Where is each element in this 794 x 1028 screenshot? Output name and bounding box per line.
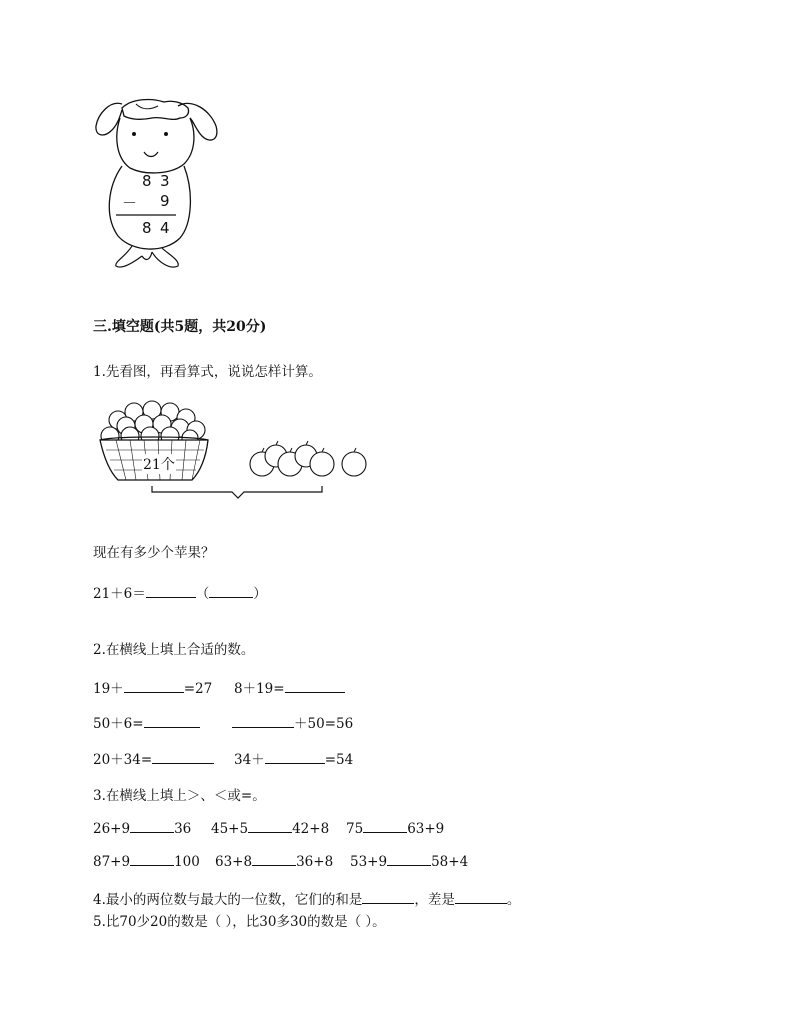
q2-prompt: 2.在横线上填上合适的数。 — [93, 642, 255, 658]
q3-r2-c3-left: 53+9 — [350, 854, 388, 870]
q2-r3-left-blank[interactable] — [152, 751, 214, 764]
q2-r2-right-blank[interactable] — [232, 715, 294, 728]
q3-r2-c3-blank[interactable] — [387, 853, 431, 866]
q3-r1-c3-left: 75 — [346, 821, 364, 837]
q1-prompt: 1.先看图，再看算式，说说怎样计算。 — [93, 364, 322, 380]
q2-row-3-right — [234, 748, 353, 768]
apple-figure — [96, 398, 376, 502]
dog-digit-tens-1: 8 — [142, 172, 152, 190]
dog-digit-tens-3: 8 — [142, 219, 152, 237]
section-title: 三.填空题(共5题，共20分) — [93, 319, 267, 335]
q3-r1-c1-right: 36 — [174, 821, 192, 837]
q3-row-2-mid — [215, 853, 333, 870]
dog-figure — [92, 96, 222, 274]
q2-r1-right-text: 8＋19= — [234, 681, 285, 697]
q1-equation: 21＋6＝ — [93, 586, 146, 602]
q4-text-3: 。 — [506, 892, 521, 908]
q2-r3-right-blank[interactable] — [265, 751, 325, 764]
dog-drawing — [92, 96, 222, 274]
dog-digit-ones-2: 9 — [160, 192, 170, 210]
q3-row-1 — [93, 820, 191, 837]
q2-r1-left-blank[interactable] — [124, 680, 184, 693]
q2-row-2 — [93, 712, 200, 732]
q2-r1-right-blank[interactable] — [285, 680, 345, 693]
q3-r2-c1-blank[interactable] — [130, 853, 174, 866]
q3-r2-c2-right: 36+8 — [296, 854, 334, 870]
dog-digit-ones-3: 4 — [160, 219, 170, 237]
q2-r3-right-text: 34＋ — [234, 752, 265, 768]
q3-r1-c2-right: 42+8 — [292, 821, 330, 837]
q4-diff-blank[interactable] — [455, 891, 507, 904]
q3-r1-c2-blank[interactable] — [248, 820, 292, 833]
q3-row-2-right — [350, 853, 468, 870]
q3-r1-c1-left: 26+9 — [93, 821, 131, 837]
q2-r1-left-text: 19＋ — [93, 681, 124, 697]
q2-r2-left-text: 50＋6= — [93, 716, 144, 732]
q3-row-1-mid — [211, 820, 329, 837]
dog-minus-sign: － — [122, 194, 138, 212]
q2-r2-right-text: ＋50=56 — [294, 716, 354, 732]
q3-row-1-right — [346, 820, 444, 837]
q4-text-2: ，差是 — [414, 892, 455, 908]
q4-row — [93, 888, 520, 908]
q1-question: 现在有多少个苹果？ — [93, 545, 215, 561]
q3-r2-c1-left: 87+9 — [93, 854, 131, 870]
q3-r1-c1-blank[interactable] — [130, 820, 174, 833]
q1-paren-close: ） — [253, 586, 267, 602]
q1-equation-row — [93, 582, 267, 602]
q2-row-2-right — [232, 712, 353, 732]
q2-r1-left-tail: =27 — [183, 681, 213, 697]
q3-row-2 — [93, 853, 200, 870]
q2-row-1-right — [234, 677, 345, 697]
q3-r2-c2-left: 63+8 — [215, 854, 253, 870]
q3-r2-c3-right: 58+4 — [431, 854, 469, 870]
apple-drawing — [96, 398, 376, 502]
q4-text-1: 4.最小的两位数与最大的一位数，它们的和是 — [93, 892, 363, 908]
q5-text: 5.比70少20的数是（ ），比30多30的数是（ ）。 — [93, 914, 386, 930]
q3-r1-c3-right: 63+9 — [407, 821, 445, 837]
q2-r3-left-text: 20＋34= — [93, 752, 153, 768]
dog-digit-ones-1: 3 — [160, 172, 170, 190]
q3-r2-c1-right: 100 — [174, 854, 200, 870]
q3-r1-c3-blank[interactable] — [363, 820, 407, 833]
q3-r2-c2-blank[interactable] — [252, 853, 296, 866]
q2-row-3 — [93, 748, 214, 768]
basket-label: 21个 — [142, 454, 176, 474]
q2-r2-left-blank[interactable] — [144, 715, 200, 728]
q3-r1-c2-left: 45+5 — [211, 821, 249, 837]
q1-paren-open: （ — [195, 586, 210, 602]
q4-sum-blank[interactable] — [362, 891, 414, 904]
q3-prompt: 3.在横线上填上＞、＜或=。 — [93, 788, 266, 804]
q1-unit-blank[interactable] — [209, 585, 253, 598]
q1-answer-blank[interactable] — [146, 585, 196, 598]
q2-row-1 — [93, 677, 212, 697]
q2-r3-right-tail: =54 — [324, 752, 354, 768]
